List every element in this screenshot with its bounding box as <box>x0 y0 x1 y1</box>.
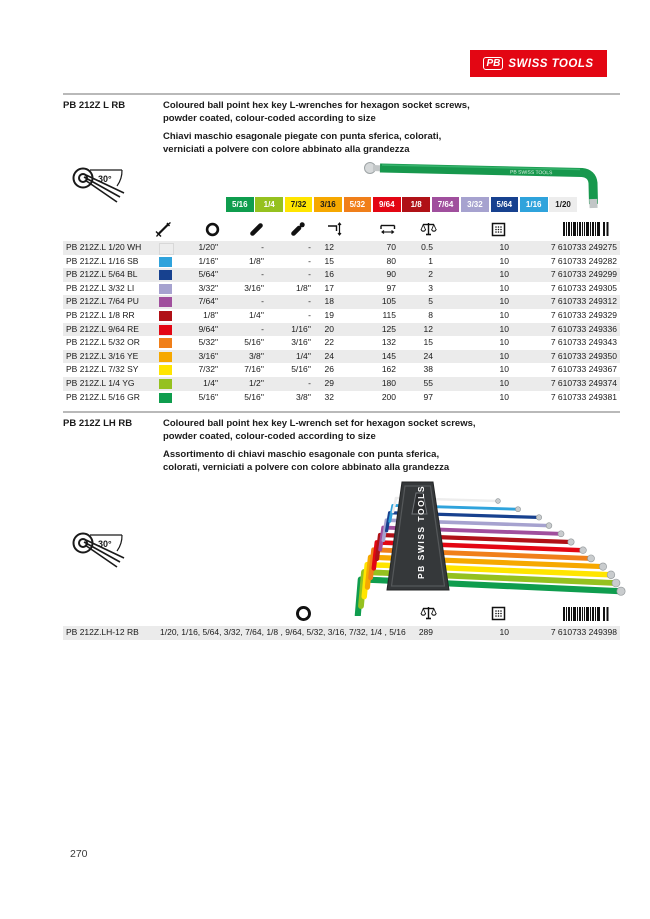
package-icon <box>490 605 507 622</box>
angle-label: 30° <box>98 539 112 549</box>
cell-long: 80 <box>386 255 396 266</box>
cell-short: 26 <box>324 364 334 375</box>
cell-weight: 5 <box>428 296 433 307</box>
desc-line: Chiavi maschio esagonale piegate con punta sferica, colorati, <box>163 131 442 142</box>
ball-point-angle-icon <box>70 160 136 208</box>
size-chip: 1/8 <box>402 197 430 212</box>
cell-weight: 97 <box>423 391 433 402</box>
table-row <box>63 323 620 337</box>
cell-s2: 1/4'' <box>248 310 264 320</box>
ring-icon <box>204 221 221 238</box>
size-chip: 1/4 <box>255 197 283 212</box>
cell-s2: 5/16'' <box>244 337 264 348</box>
cell-long: 90 <box>386 269 396 280</box>
cell-ean: 7 610733 249336 <box>550 323 617 334</box>
product-desc-en-1 <box>163 100 470 125</box>
cell-s1: 5/64" <box>198 269 218 280</box>
cell-short: 29 <box>324 378 334 388</box>
ball-point-angle-icon <box>70 525 136 573</box>
product-photo-set <box>332 466 638 616</box>
cell-s1: 7/64" <box>198 296 218 307</box>
desc-line: powder coated, colour-coded according to size <box>163 112 376 124</box>
set-key-ball-tip <box>587 555 594 562</box>
cell-qty: 10 <box>499 269 509 280</box>
cell-ean: 7 610733 249312 <box>550 296 617 307</box>
ball-point-icon <box>289 221 306 238</box>
desc-line: powder coated, colour-coded according to size <box>163 430 376 442</box>
cell-product: PB 212Z.L 1/4 YG <box>66 378 135 388</box>
cell-s3: 1/16'' <box>291 323 311 334</box>
cell-s1: 3/16" <box>198 350 218 361</box>
cell-short: 20 <box>324 323 334 334</box>
set-key-ball-tip <box>580 547 587 554</box>
cell-product: PB 212Z.L 1/20 WH <box>66 242 142 252</box>
set-key-ball-tip <box>599 563 606 570</box>
cell-s1: 1/20" <box>198 242 218 252</box>
cell-weight: 2 <box>428 269 433 280</box>
cell-product: PB 212Z.L 5/64 BL <box>66 269 138 280</box>
cell-product: PB 212Z.L 7/64 PU <box>66 296 139 307</box>
cell-ean: 7 610733 249305 <box>550 282 617 293</box>
desc-line: Assortimento di chiavi maschio esagonale con punta sferica, <box>163 449 440 460</box>
cell-weight: 15 <box>423 337 433 348</box>
cell-s2: 3/16'' <box>244 282 264 293</box>
cell-ean: 7 610733 249282 <box>550 255 617 266</box>
cell-s1: 1/8" <box>203 310 218 320</box>
shank-icon <box>248 221 265 238</box>
cell-s2: - <box>261 323 264 334</box>
cell-s3: 1/4'' <box>295 350 311 361</box>
table-row <box>63 336 620 350</box>
cell-qty: 10 <box>499 378 509 388</box>
cell-short: 15 <box>324 255 334 266</box>
cell-s3: 3/8'' <box>295 391 311 402</box>
cell-s3: - <box>308 242 311 252</box>
cell-long: 145 <box>381 350 396 361</box>
table-row <box>63 241 620 255</box>
cell-weight: 55 <box>423 378 433 388</box>
arm-long-icon <box>379 221 397 238</box>
cell-product: PB 212Z.L 5/32 OR <box>66 337 140 348</box>
cell-short: 22 <box>324 337 334 348</box>
cell-short: 32 <box>324 391 334 402</box>
section-divider <box>63 93 620 95</box>
table-row <box>63 391 620 405</box>
size-chip: 9/64 <box>373 197 401 212</box>
cell-qty: 10 <box>499 282 509 293</box>
cell-long: 162 <box>381 364 396 375</box>
cell-s3: 5/16'' <box>291 364 311 375</box>
size-chip: 1/20 <box>549 197 577 212</box>
cell-ean: 7 610733 249275 <box>550 242 617 252</box>
cell-long: 200 <box>381 391 396 402</box>
cell-short: 17 <box>324 282 334 293</box>
cell-short: 24 <box>324 350 334 361</box>
cell-s2: 1/8'' <box>248 255 264 266</box>
product-code-1: PB 212Z L RB <box>63 100 126 111</box>
cell-qty: 10 <box>499 323 509 334</box>
cell-product: PB 212Z.L 9/64 RE <box>66 323 139 334</box>
cell-s1: 1/4" <box>203 378 218 388</box>
size-chip: 5/32 <box>344 197 372 212</box>
desc-line: Coloured ball point hex key L-wrenches for hexagon socket screws, <box>163 100 470 111</box>
cell-short: 19 <box>324 310 334 320</box>
set-holder-print: PB SWISS TOOLS <box>416 484 426 579</box>
brand-logo <box>470 50 607 77</box>
desc-line: colorati, verniciati a polvere con colore abbinato alla grandezza <box>163 461 450 473</box>
cell-long: 180 <box>381 378 396 388</box>
cell-s1: 9/64" <box>198 323 218 334</box>
package-icon <box>490 221 507 238</box>
scale-icon <box>420 220 437 238</box>
cell-s3: - <box>308 378 311 388</box>
cell-s2: 5/16'' <box>244 391 264 402</box>
cell-ean: 7 610733 249374 <box>550 378 617 388</box>
pb-logo-badge: PB <box>483 57 503 70</box>
product-code-2: PB 212Z LH RB <box>63 418 133 429</box>
table-row <box>63 295 620 309</box>
hex-key-cross-icon <box>155 221 172 238</box>
cell-weight: 289 <box>418 627 433 637</box>
cell-qty: 10 <box>499 242 509 252</box>
cell-product: PB 212Z.L 1/8 RR <box>66 310 135 320</box>
cell-s2: 7/16'' <box>244 364 264 375</box>
barcode-icon <box>563 607 609 622</box>
page-number: 270 <box>70 848 88 860</box>
cell-qty: 10 <box>499 627 509 637</box>
cell-weight: 1 <box>428 255 433 266</box>
angle-label: 30° <box>98 174 112 184</box>
cell-product: PB 212Z.L 3/16 YE <box>66 350 139 361</box>
cell-qty: 10 <box>499 255 509 266</box>
set-key-ball-tip <box>607 571 615 579</box>
cell-s2: 3/8'' <box>248 350 264 361</box>
cell-s3: - <box>308 296 311 307</box>
cell-s1: 1/16" <box>198 255 218 266</box>
table-row <box>63 255 620 269</box>
cell-qty: 10 <box>499 364 509 375</box>
size-chip: 1/16 <box>520 197 548 212</box>
table-row <box>63 626 620 640</box>
cell-product: PB 212Z.L 1/16 SB <box>66 255 139 266</box>
cell-short: 18 <box>324 296 334 307</box>
cell-long: 125 <box>381 323 396 334</box>
cell-s3: - <box>308 310 311 320</box>
desc-line: Coloured ball point hex key L-wrench set for hexagon socket screws, <box>163 418 476 429</box>
size-chip: 5/16 <box>226 197 254 212</box>
cell-short: 12 <box>324 242 334 252</box>
scale-icon <box>420 604 437 622</box>
size-chip: 3/16 <box>314 197 342 212</box>
cell-qty: 10 <box>499 391 509 402</box>
barcode-icon <box>563 222 609 237</box>
cell-s2: - <box>261 242 264 252</box>
arm-short-icon <box>326 221 343 238</box>
cell-product: PB 212Z.LH-12 RB <box>66 627 139 637</box>
cell-s1: 3/32" <box>198 282 218 293</box>
cell-s3: 1/8'' <box>295 282 311 293</box>
size-chip-row <box>226 197 579 212</box>
set-key-ball-tip <box>617 587 625 595</box>
set-key-ball-tip <box>496 499 501 504</box>
set-key-ball-tip <box>546 523 552 529</box>
cell-ean: 7 610733 249299 <box>550 269 617 280</box>
set-key-ball-tip <box>536 515 541 520</box>
cell-long: 132 <box>381 337 396 348</box>
key-shaft-print: PB SWISS TOOLS <box>509 169 553 177</box>
cell-s3: - <box>308 269 311 280</box>
size-chip: 7/32 <box>285 197 313 212</box>
cell-weight: 3 <box>428 282 433 293</box>
set-key-ball-tip <box>558 531 564 537</box>
cell-ean: 7 610733 249329 <box>550 310 617 320</box>
table-row <box>63 377 620 391</box>
cell-long: 105 <box>381 296 396 307</box>
cell-qty: 10 <box>499 296 509 307</box>
cell-s1: 5/16" <box>198 391 218 402</box>
cell-weight: 0.5 <box>421 242 433 252</box>
cell-ean: 7 610733 249398 <box>550 627 617 637</box>
set-key-ball-tip <box>515 507 520 512</box>
set-key-ball-tip <box>612 579 620 587</box>
cell-short: 16 <box>324 269 334 280</box>
cell-ean: 7 610733 249381 <box>550 391 617 402</box>
cell-product: PB 212Z.L 3/32 LI <box>66 282 135 293</box>
table-row <box>63 309 620 323</box>
cell-qty: 10 <box>499 337 509 348</box>
cell-product: PB 212Z.L 7/32 SY <box>66 364 139 375</box>
cell-ean: 7 610733 249350 <box>550 350 617 361</box>
cell-s1: 7/32" <box>198 364 218 375</box>
cell-ean: 7 610733 249343 <box>550 337 617 348</box>
cell-s2: - <box>261 269 264 280</box>
cell-qty: 10 <box>499 350 509 361</box>
cell-qty: 10 <box>499 310 509 320</box>
table-row <box>63 350 620 364</box>
cell-sizes: 1/20, 1/16, 5/64, 3/32, 7/64, 1/8 , 9/64, 5/32, 3/16, 7/32, 1/4 , 5/16 <box>160 627 406 637</box>
cell-s3: - <box>308 255 311 266</box>
section-divider <box>63 411 620 413</box>
set-key-ball-tip <box>568 539 574 545</box>
table-row <box>63 282 620 296</box>
ring-icon <box>294 604 313 623</box>
cell-ean: 7 610733 249367 <box>550 364 617 375</box>
cell-s2: - <box>261 296 264 307</box>
brand-name: SWISS TOOLS <box>508 57 594 70</box>
product-desc-en-2 <box>163 418 476 443</box>
size-chip: 7/64 <box>432 197 460 212</box>
cell-weight: 8 <box>428 310 433 320</box>
size-chip: 5/64 <box>491 197 519 212</box>
desc-line: verniciati a polvere con colore abbinato alla grandezza <box>163 143 410 155</box>
cell-long: 115 <box>382 310 396 320</box>
cell-s1: 5/32" <box>198 337 218 348</box>
cell-weight: 12 <box>423 323 433 334</box>
size-chip: 3/32 <box>461 197 489 212</box>
cell-weight: 24 <box>423 350 433 361</box>
cell-s3: 3/16'' <box>291 337 311 348</box>
cell-weight: 38 <box>423 364 433 375</box>
table-row <box>63 268 620 282</box>
cell-long: 70 <box>386 242 396 252</box>
table-row <box>63 363 620 377</box>
cell-long: 97 <box>386 282 396 293</box>
cell-s2: 1/2'' <box>248 378 264 388</box>
cell-product: PB 212Z.L 5/16 GR <box>66 391 140 402</box>
